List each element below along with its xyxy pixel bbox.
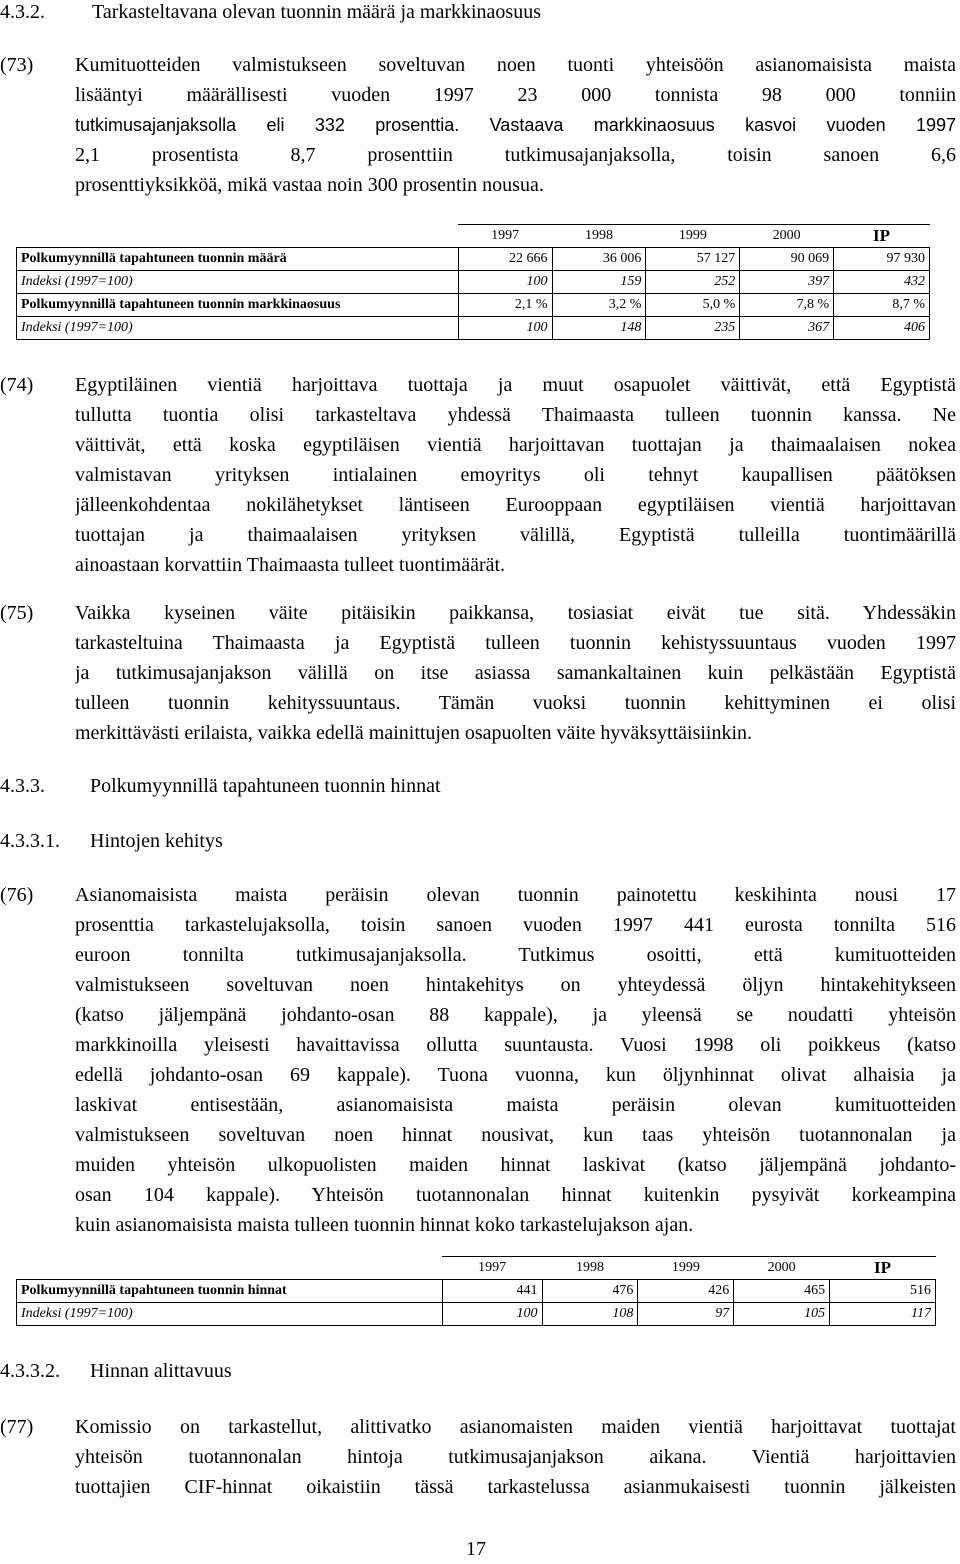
text-line: lisääntyi määrällisesti vuoden 1997 23 000 tonnista 98 000 tonniin <box>75 84 956 106</box>
text-line: osan 104 kappale). Yhteisön tuotannonalan hinnat kuitenkin pysyivät korkeampina <box>75 1184 956 1206</box>
table-cell: 516 <box>830 1280 936 1303</box>
section-number: 4.3.3. <box>0 775 45 797</box>
table-cell: 367 <box>740 317 834 340</box>
text-line: tulleen tuonnin kehityssuuntaus. Tämän vuoksi tuonnin kehittyminen ei olisi <box>75 692 956 714</box>
row-label: Indeksi (1997=100) <box>17 1303 443 1326</box>
text-line: tullutta tuontia olisi tarkasteltava yhdessä Thaimaasta tulleen tuonnin kanssa. Ne <box>75 404 956 426</box>
table-row <box>17 1303 936 1326</box>
text-line: (katso jäljempänä johdanto-osan 88 kappale), ja yleensä se noudatti yhteisön <box>75 1004 956 1026</box>
table-cell: 235 <box>646 317 740 340</box>
table-cell: 252 <box>646 271 740 294</box>
table-cell: 100 <box>458 271 552 294</box>
text-line: prosenttiyksikköä, mikä vastaa noin 300 prosentin nousua. <box>75 174 544 196</box>
table-cell: 22 666 <box>458 248 552 271</box>
header-blank-cell <box>17 1257 443 1280</box>
import-volume-table <box>16 224 930 340</box>
text-line: tuottajien CIF-hinnat oikaistiin tässä tarkastelussa asianmukaisesti tuonnin jälkeisten <box>75 1476 956 1498</box>
section-number: 4.3.3.2. <box>0 1360 60 1382</box>
header-year: 1997 <box>458 225 552 248</box>
table-cell: 426 <box>638 1280 734 1303</box>
text-line: valmistukseen soveltuvan noen hintakehitys on yhteydessä öljyn hintakehitykseen <box>75 974 956 996</box>
table-cell: 441 <box>442 1280 542 1303</box>
text-line: ainoastaan korvattiin Thaimaasta tulleet tuontimäärät. <box>75 554 506 576</box>
table-cell: 2,1 % <box>458 294 552 317</box>
text-line: merkittävästi erilaista, vaikka edellä mainittujen osapuolten väite hyväksyttäisiinkin. <box>75 722 753 744</box>
text-line: edellä johdanto-osan 69 kappale). Tuona vuonna, kun öljynhinnat olivat alhaisia ja <box>75 1064 956 1086</box>
table-cell: 36 006 <box>552 248 646 271</box>
section-number: 4.3.2. <box>0 1 45 23</box>
table-row <box>17 248 930 271</box>
text-line: valmistavan yrityksen intialainen emoyritys oli tehnyt kaupallisen päätöksen <box>75 464 956 486</box>
table-cell: 105 <box>734 1303 830 1326</box>
paragraph-number: (75) <box>0 602 34 624</box>
table-row <box>17 317 930 340</box>
page-number: 17 <box>466 1538 486 1560</box>
header-year: 1997 <box>442 1257 542 1280</box>
table-cell: 7,8 % <box>740 294 834 317</box>
text-line: tuottajan ja thaimaalaisen yrityksen välillä, Egyptistä tulleilla tuontimäärillä <box>75 524 956 546</box>
text-line: tutkimusajanjaksolla eli 332 prosenttia. Vastaava markkinaosuus kasvoi vuoden 1997 <box>75 115 956 135</box>
table-cell: 406 <box>834 317 930 340</box>
header-ip: IP <box>830 1257 936 1280</box>
table-cell: 97 930 <box>834 248 930 271</box>
header-year: 1999 <box>638 1257 734 1280</box>
header-year: 2000 <box>734 1257 830 1280</box>
header-year: 2000 <box>740 225 834 248</box>
table-cell: 57 127 <box>646 248 740 271</box>
table-cell: 90 069 <box>740 248 834 271</box>
text-line: väittivät, että koska egyptiläisen vientiä harjoittavan tuottajan ja thaimaalaisen nokea <box>75 434 956 456</box>
table-cell: 8,7 % <box>834 294 930 317</box>
table-cell: 100 <box>458 317 552 340</box>
import-price-table <box>16 1256 936 1326</box>
table-cell: 108 <box>542 1303 638 1326</box>
header-year: 1998 <box>552 225 646 248</box>
text-line: euroon tonnilta tutkimusajanjaksolla. Tutkimus osoitti, että kumituotteiden <box>75 944 956 966</box>
section-title: Tarkasteltavana olevan tuonnin määrä ja markkinaosuus <box>92 1 541 23</box>
table-cell: 432 <box>834 271 930 294</box>
section-title: Polkumyynnillä tapahtuneen tuonnin hinnat <box>90 775 441 797</box>
table-cell: 148 <box>552 317 646 340</box>
table-cell: 5,0 % <box>646 294 740 317</box>
text-line: valmistukseen soveltuvan noen hinnat nousivat, kun taas yhteisön tuotannonalan ja <box>75 1124 956 1146</box>
table-cell: 100 <box>442 1303 542 1326</box>
header-year: 1998 <box>542 1257 638 1280</box>
header-year: 1999 <box>646 225 740 248</box>
table-cell: 3,2 % <box>552 294 646 317</box>
table-row <box>17 271 930 294</box>
row-label: Polkumyynnillä tapahtuneen tuonnin määrä <box>17 248 459 271</box>
paragraph-number: (76) <box>0 884 34 906</box>
text-line: tarkasteltuina Thaimaasta ja Egyptistä tulleen tuonnin kehistyssuuntaus vuoden 1997 <box>75 632 956 654</box>
text-line: ja tutkimusajanjakson välillä on itse asiassa samankaltainen kuin pelkästään Egyptistä <box>75 662 956 684</box>
row-label: Polkumyynnillä tapahtuneen tuonnin hinnat <box>17 1280 443 1303</box>
table-row <box>17 1280 936 1303</box>
table-cell: 397 <box>740 271 834 294</box>
row-label: Polkumyynnillä tapahtuneen tuonnin markkinaosuus <box>17 294 459 317</box>
text-line: kuin asianomaisista maista tulleen tuonnin hinnat koko tarkastelujakson ajan. <box>75 1214 694 1236</box>
table-cell: 97 <box>638 1303 734 1326</box>
text-line: prosenttia tarkastelujaksolla, toisin sanoen vuoden 1997 441 eurosta tonnilta 516 <box>75 914 956 936</box>
text-line: yhteisön tuotannonalan hintoja tutkimusajanjakson aikana. Vientiä harjoittavien <box>75 1446 956 1468</box>
table-cell: 117 <box>830 1303 936 1326</box>
header-ip: IP <box>834 225 930 248</box>
header-blank-cell <box>17 225 459 248</box>
text-line: jälleenkohdentaa nokilähetykset läntiseen Eurooppaan egyptiläisen vientiä harjoittavan <box>75 494 956 516</box>
row-label: Indeksi (1997=100) <box>17 271 459 294</box>
table-row <box>17 294 930 317</box>
table-cell: 476 <box>542 1280 638 1303</box>
text-line: Kumituotteiden valmistukseen soveltuvan noen tuonti yhteisöön asianomaisista maista <box>75 54 956 76</box>
text-line: Vaikka kyseinen väite pitäisikin paikkansa, tosiasiat eivät tue sitä. Yhdessäkin <box>75 602 956 624</box>
text-line: Komissio on tarkastellut, alittivatko asianomaisten maiden vientiä harjoittavat tuottajat <box>75 1416 956 1438</box>
section-title: Hintojen kehitys <box>90 830 223 852</box>
text-line: muiden yhteisön ulkopuolisten maiden hinnat laskivat (katso jäljempänä johdanto- <box>75 1154 956 1176</box>
section-number: 4.3.3.1. <box>0 830 60 852</box>
text-line: 2,1 prosentista 8,7 prosenttiin tutkimusajanjaksolla, toisin sanoen 6,6 <box>75 144 956 166</box>
text-line: Asianomaisista maista peräisin olevan tuonnin painotettu keskihinta nousi 17 <box>75 884 956 906</box>
paragraph-number: (73) <box>0 54 34 76</box>
text-line: laskivat entisestään, asianomaisista maista peräisin olevan kumituotteiden <box>75 1094 956 1116</box>
table-cell: 159 <box>552 271 646 294</box>
paragraph-number: (74) <box>0 374 34 396</box>
table-cell: 465 <box>734 1280 830 1303</box>
paragraph-number: (77) <box>0 1416 34 1438</box>
row-label: Indeksi (1997=100) <box>17 317 459 340</box>
text-line: markkinoilla yleisesti havaittavissa ollutta suuntausta. Vuosi 1998 oli poikkeus (katso <box>75 1034 956 1056</box>
section-title: Hinnan alittavuus <box>90 1360 232 1382</box>
text-line: Egyptiläinen vientiä harjoittava tuottaja ja muut osapuolet väittivät, että Egyptistä <box>75 374 956 396</box>
